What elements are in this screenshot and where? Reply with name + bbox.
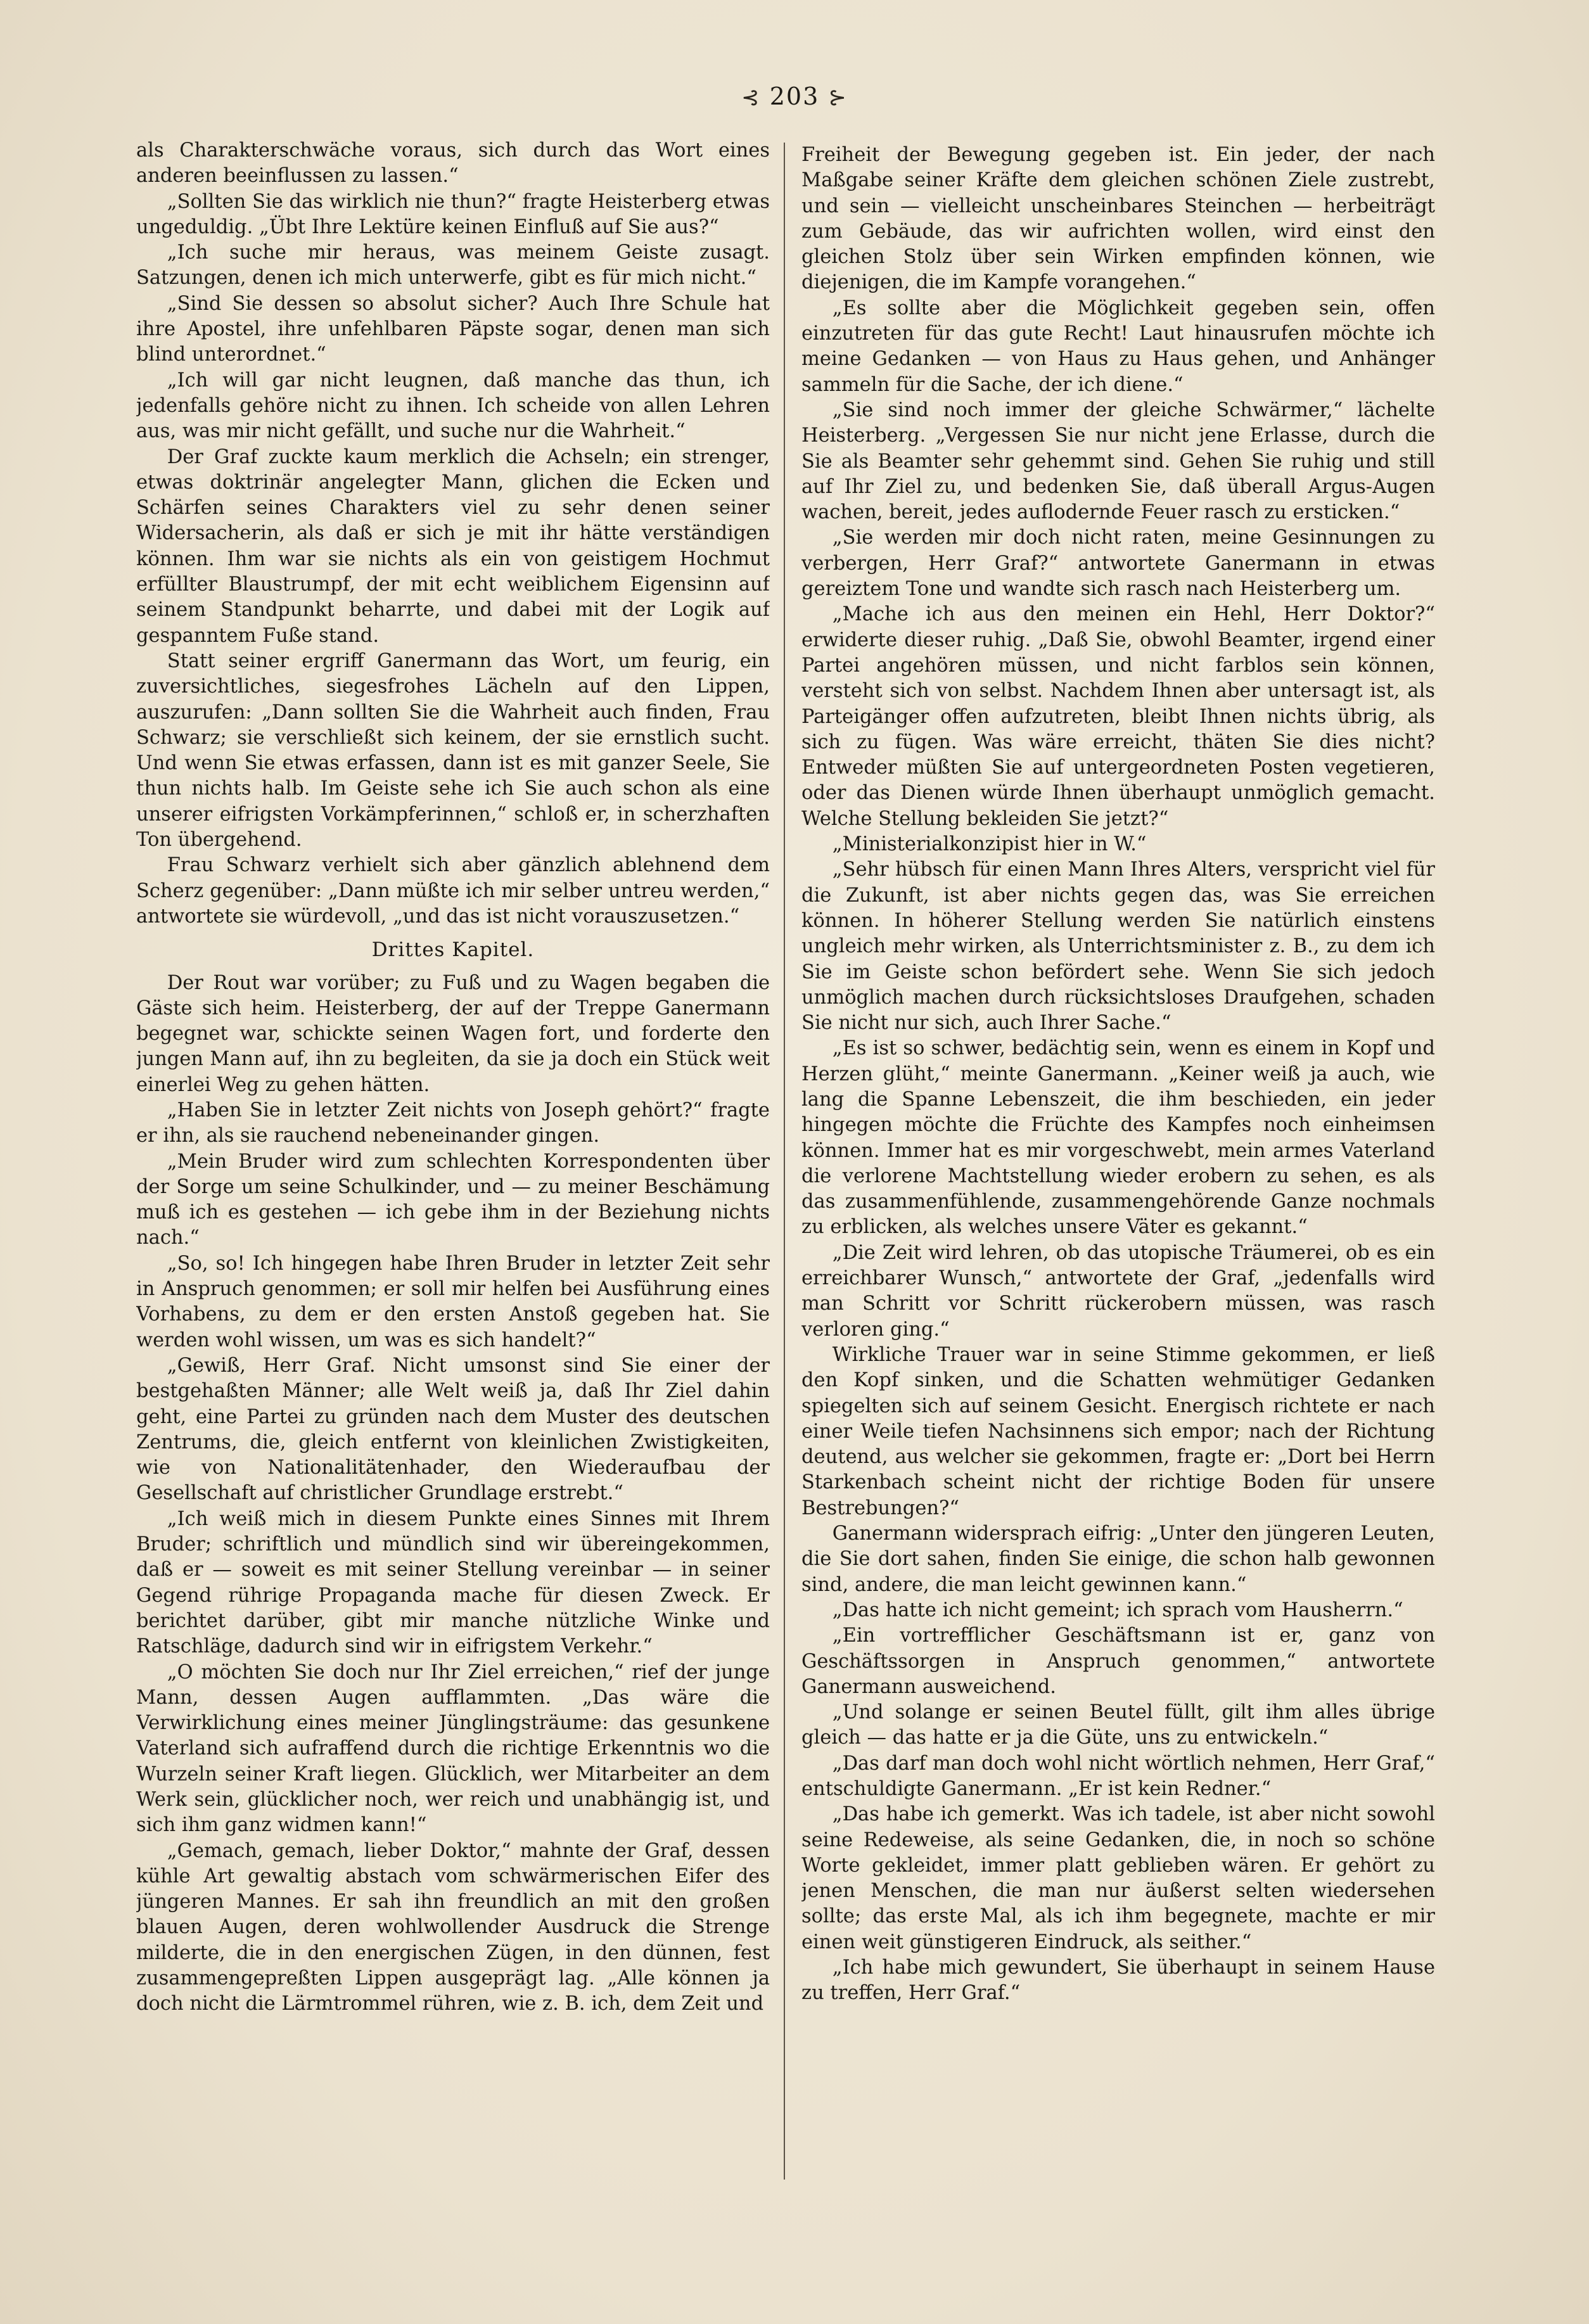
paragraph: „Sehr hübsch für einen Mann Ihres Alters, verspricht viel für die Zukunft, ist aber nichts gegen das, was Sie erreichen können. In höherer Stellung werden Sie natürlich einstens ungleich mehr wirken, als Unterrichtsminister z. B., zu dem ich Sie im Geiste schon befördert sehe. Wenn Sie sich jedoch unmöglich machen durch rücksichtsloses Draufgehen, schaden Sie nicht nur sich, auch Ihrer Sache.“: [801, 859, 1435, 1035]
paragraph: „Es sollte aber die Möglichkeit gegeben sein, offen einzutreten für das gute Recht! Laut hinausrufen möchte ich meine Gedanken — von Haus zu Haus gehen, und Anhänger sammeln für die Sache, der ich diene.“: [801, 297, 1435, 396]
paragraph: „Die Zeit wird lehren, ob das utopische Träumerei, ob es ein erreichbarer Wunsch,“ antwortete der Graf, „jedenfalls wird man Schritt vor Schritt rückerobern müssen, was rasch verloren ging.“: [801, 1241, 1435, 1341]
paragraph: „Sind Sie dessen so absolut sicher? Auch Ihre Schule hat ihre Apostel, ihre unfehlbaren Päpste sogar, denen man sich blind unterordnet.“: [136, 292, 770, 366]
paragraph: „Haben Sie in letzter Zeit nichts von Joseph gehört?“ fragte er ihn, als sie rauchend nebeneinander gingen.: [136, 1099, 770, 1147]
paragraph: „Ich habe mich gewundert, Sie überhaupt in seinem Hause zu treffen, Herr Graf.“: [801, 1957, 1435, 2005]
paragraph: „Ich suche mir heraus, was meinem Geiste zusagt. Satzungen, denen ich mich unterwerfe, gibt es für mich nicht.“: [136, 241, 770, 290]
paragraph: „Das darf man doch wohl nicht wörtlich nehmen, Herr Graf,“ entschuldigte Ganermann. „Er ist kein Redner.“: [801, 1752, 1435, 1800]
ornament-right-icon: ⊱: [828, 85, 848, 110]
paragraph: Ganermann widersprach eifrig: „Unter den jüngeren Leuten, die Sie dort sahen, finden Sie einige, die schon halb gewonnen sind, andere, die man leicht gewinnen kann.“: [801, 1523, 1435, 1596]
left-column: [136, 138, 770, 2204]
paragraph: Der Graf zuckte kaum merklich die Achseln; ein strenger, etwas doktrinär angelegter Mann, glichen die Ecken und Schärfen seines Charakters viel zu sehr denen seiner Widersacherin, als daß er sich je mit ihr hätte verständigen können. Ihm war sie nichts als ein von geistigem Hochmut erfüllter Blaustrumpf, der mit echt weiblichem Eigensinn auf seinem Standpunkt beharrte, und dabei mit der Logik auf gespanntem Fuße stand.: [136, 445, 770, 647]
paragraph: „Das habe ich gemerkt. Was ich tadele, ist aber nicht sowohl seine Redeweise, als seine Gedanken, die, in noch so schöne Worte gekleidet, immer platt geblieben wären. Er gehört zu jenen Menschen, die man nur äußerst selten wiedersehen sollte; das erste Mal, als ich ihm begegnete, machte er mir einen weit günstigeren Eindruck, als seither.“: [801, 1803, 1435, 1953]
paragraph: „O möchten Sie doch nur Ihr Ziel erreichen,“ rief der junge Mann, dessen Augen aufflammten. „Das wäre die Verwirklichung eines meiner Jünglingsträume: das gesunkene Vaterland sich aufraffend durch die richtige Erkenntnis wo die Wurzeln seiner Kraft liegen. Glücklich, wer Mitarbeiter an dem Werk sein, glücklicher noch, wer reich und unabhängig ist, und sich ihm ganz widmen kann!“: [136, 1661, 770, 1837]
paragraph: „Mache ich aus den meinen ein Hehl, Herr Doktor?“ erwiderte dieser ruhig. „Daß Sie, obwohl Beamter, irgend einer Partei angehören müssen, und nicht farblos sein können, versteht sich von selbst. Nachdem Ihnen aber untersagt ist, als Parteigänger offen aufzutreten, bleibt Ihnen nichts übrig, als sich zu fügen. Was wäre erreicht, thäten Sie dies nicht? Entweder müßten Sie auf untergeordneten Posten vegetieren, oder das Dienen würde Ihnen überhaupt unmöglich gemacht. Welche Stellung bekleiden Sie jetzt?“: [801, 603, 1435, 830]
paragraph: „Es ist so schwer, bedächtig sein, wenn es einem in Kopf und Herzen glüht,“ meinte Ganermann. „Keiner weiß ja auch, wie lang die Spanne Lebenszeit, die ihm beschieden, ein jeder hingegen möchte die Früchte des Kampfes noch einheimsen können. Immer hat es mir vorgeschwebt, mein armes Vaterland die verlorene Machtstellung wieder erobern zu sehen, es als das zusammenfühlende, zusammengehörende Ganze nochmals zu erblicken, als welches unsere Väter es gekannt.“: [801, 1037, 1435, 1239]
chapter-heading: Drittes Kapitel.: [371, 938, 535, 962]
paragraph: „Sollten Sie das wirklich nie thun?“ fragte Heisterberg etwas ungeduldig. „Übt Ihre Lektüre keinen Einfluß auf Sie aus?“: [136, 190, 770, 238]
paragraph: „Gemach, gemach, lieber Doktor,“ mahnte der Graf, dessen kühle Art gewaltig abstach vom schwärmerischen Eifer des jüngeren Mannes. Er sah ihn freundlich an mit den großen blauen Augen, deren wohlwollender Ausdruck die Strenge milderte, die in den energischen Zügen, in den dünnen, fest zusammengepreßten Lippen ausgeprägt lag. „Alle können ja doch nicht die Lärmtrommel rühren, wie z. B. ich, dem Zeit und: [136, 1839, 770, 2015]
paragraph: „So, so! Ich hingegen habe Ihren Bruder in letzter Zeit sehr in Anspruch genommen; er soll mir helfen bei Ausführung eines Vorhabens, zu dem er den ersten Anstoß gegeben hat. Sie werden wohl wissen, um was es sich handelt?“: [136, 1252, 770, 1351]
paragraph: „Ich weiß mich in diesem Punkte eines Sinnes mit Ihrem Bruder; schriftlich und mündlich sind wir übereingekommen, daß er — soweit es mit seiner Stellung vereinbar — in seiner Gegend rührige Propaganda mache für diesen Zweck. Er berichtet darüber, gibt mir manche nützliche Winke und Ratschläge, dadurch sind wir in eifrigstem Verkehr.“: [136, 1507, 770, 1658]
ornament-left-icon: ⊰: [741, 85, 761, 110]
right-column: [801, 143, 1435, 2208]
page-header: [0, 82, 1589, 110]
paragraph: „Das hatte ich nicht gemeint; ich sprach vom Hausherrn.“: [832, 1599, 1403, 1621]
paragraph: „Sie werden mir doch nicht raten, meine Gesinnungen zu verbergen, Herr Graf?“ antwortete Ganermann in etwas gereiztem Tone und wandte sich rasch nach Heisterberg um.: [801, 527, 1435, 601]
paragraph: „Ministerialkonzipist hier in W.“: [832, 833, 1147, 856]
paragraph: Der Rout war vorüber; zu Fuß und zu Wagen begaben die Gäste sich heim. Heisterberg, der auf der Treppe Ganermann begegnet war, schickte seinen Wagen fort, und forderte den jungen Mann auf, ihn zu begleiten, da sie ja doch ein Stück weit einerlei Weg zu gehen hätten.: [136, 971, 770, 1096]
paragraph: Statt seiner ergriff Ganermann das Wort, um feurig, ein zuversichtliches, siegesfrohes Lächeln auf den Lippen, auszurufen: „Dann sollten Sie die Wahrheit auch finden, Frau Schwarz; sie verschließt sich keinem, der sie ernstlich sucht. Und wenn Sie etwas erfassen, dann ist es mit ganzer Seele, Sie thun nichts halb. Im Geiste sehe ich Sie auch schon als eine unserer eifrigsten Vorkämpferinnen,“ schloß er, in scherzhaften Ton übergehend.: [136, 649, 770, 852]
paragraph: Wirkliche Trauer war in seine Stimme gekommen, er ließ den Kopf sinken, und die Schatten wehmütiger Gedanken spiegelten sich auf seinem Gesicht. Energisch richtete er nach einer Weile tiefen Nachsinnens sich empor; nach der Richtung deutend, aus welcher sie gekommen, fragte er: „Dort bei Herrn Starkenbach scheint nicht der richtige Boden für unsere Bestrebungen?“: [801, 1343, 1435, 1519]
paragraph: „Ich will gar nicht leugnen, daß manche das thun, ich jedenfalls gehöre nicht zu ihnen. Ich scheide von allen Lehren aus, was mir nicht gefällt, und suche nur die Wahrheit.“: [136, 369, 770, 443]
paragraph: „Gewiß, Herr Graf. Nicht umsonst sind Sie einer der bestgehaßten Männer; alle Welt weiß ja, daß Ihr Ziel dahin geht, eine Partei zu gründen nach dem Muster des deutschen Zentrums, die, gleich entfernt von kleinlichen Zwistigkeiten, wie von Nationalitätenhader, den Wiederaufbau der Gesellschaft auf christlicher Grundlage erstrebt.“: [136, 1354, 770, 1505]
paragraph: „Sie sind noch immer der gleiche Schwärmer,“ lächelte Heisterberg. „Vergessen Sie nur nicht jene Erlasse, durch die Sie als Beamter sehr gehemmt sind. Gehen Sie ruhig und still auf Ihr Ziel zu, und bedenken Sie, daß überall Argus-Augen wachen, bereit, jedes auflodernde Feuer rasch zu ersticken.“: [801, 399, 1435, 524]
paragraph: „Ein vortrefflicher Geschäftsmann ist er, ganz von Geschäftssorgen in Anspruch genommen,“ antwortete Ganermann ausweichend.: [801, 1625, 1435, 1698]
paragraph: „Mein Bruder wird zum schlechten Korrespondenten über der Sorge um seine Schulkinder, und — zu meiner Beschämung muß ich es gestehen — ich gebe ihm in der Beziehung nichts nach.“: [136, 1150, 770, 1249]
paragraph: Frau Schwarz verhielt sich aber gänzlich ablehnend dem Scherz gegenüber: „Dann müßte ich mir selber untreu werden,“ antwortete sie würdevoll, „und das ist nicht vorauszusetzen.“: [136, 854, 770, 928]
column-divider: [784, 143, 785, 2180]
page-number: 203: [769, 82, 820, 110]
paragraph: als Charakterschwäche voraus, sich durch das Wort eines anderen beeinflussen zu lassen.“: [136, 139, 770, 188]
paragraph: Freiheit der Bewegung gegeben ist. Ein jeder, der nach Maßgabe seiner Kräfte dem gleichen schönen Ziele zustrebt, und sein — vielleicht unscheinbares Steinchen — herbeiträgt zum Gebäude, das wir aufrichten wollen, wird einst den gleichen Stolz über sein Wirken empfinden können, wie diejenigen, die im Kampfe vorangehen.“: [801, 144, 1435, 294]
paragraph: „Und solange er seinen Beutel füllt, gilt ihm alles übrige gleich — das hatte er ja die Güte, uns zu entwickeln.“: [801, 1701, 1435, 1749]
